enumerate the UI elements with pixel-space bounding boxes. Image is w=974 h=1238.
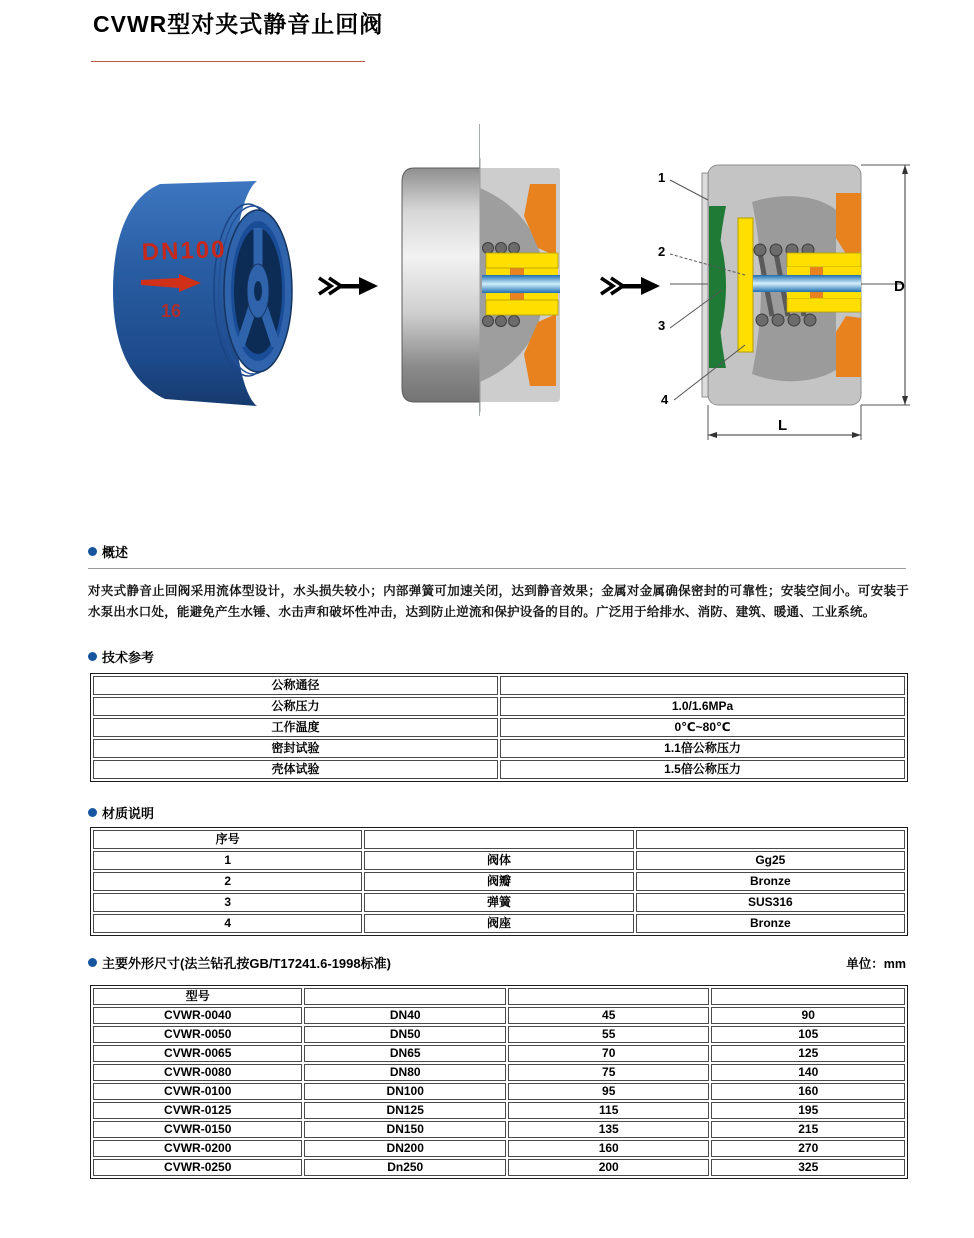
materials-cell: 弹簧: [364, 893, 633, 912]
dim-label-l: L: [778, 417, 788, 434]
table-row: [93, 914, 905, 933]
dimensions-header-cell: D: [711, 988, 905, 1005]
dimensions-cell: 55: [508, 1026, 710, 1043]
dimensions-cell: CVWR-0065: [93, 1045, 302, 1062]
dimensions-cell: DN100: [304, 1083, 506, 1100]
tech-label-cell: 密封试验: [93, 739, 498, 758]
dimensions-header-cell: L: [508, 988, 710, 1005]
table-row: [93, 1159, 905, 1176]
tech-table-body: [93, 676, 905, 779]
materials-header-cell: 材质: [636, 830, 905, 849]
materials-cell: 3: [93, 893, 362, 912]
callout-1: 1: [658, 170, 666, 185]
table-row: [93, 1102, 905, 1119]
valve-hub-center: [254, 281, 262, 301]
table-row: [93, 760, 905, 779]
section-bullet-icon: [88, 808, 97, 817]
tech-value-cell: DN40~250mm: [500, 676, 905, 695]
materials-heading: [88, 803, 154, 822]
dimensions-cell: 195: [711, 1102, 905, 1119]
dim-label-d: D: [894, 278, 905, 295]
materials-cell: Bronze: [636, 872, 905, 891]
table-row: [93, 1045, 905, 1062]
dimensions-cell: 70: [508, 1045, 710, 1062]
cut-yellow-top: [486, 253, 558, 268]
pn-marking: 16: [161, 301, 182, 321]
shaft-blue: [753, 275, 861, 292]
dimensions-cell: 135: [508, 1121, 710, 1138]
materials-table: [90, 827, 908, 936]
materials-cell: 4: [93, 914, 362, 933]
dimensions-cell: 105: [711, 1026, 905, 1043]
materials-header-cell: 零件名称: [364, 830, 633, 849]
dimensions-cell: CVWR-0100: [93, 1083, 302, 1100]
tech-label-cell: 公称压力: [93, 697, 498, 716]
dimensions-cell: CVWR-0150: [93, 1121, 302, 1138]
overview-paragraph: 对夹式静音止回阀采用流体型设计，水头损失较小；内部弹簧可加速关闭，达到静音效果；金属对金属确保密封的可靠性；安装空间小。可安装于水泵出水口处，能避免产生水锤、水击声和破坏性冲击，达到防止逆流和保护设备的目的。广泛用于给排水、消防、建筑、暖通、工业系统。: [88, 584, 909, 619]
dimensions-cell: CVWR-0040: [93, 1007, 302, 1024]
section-bullet-icon: [88, 547, 97, 556]
cut-yellow-bottom: [486, 300, 558, 315]
dimensions-cell: 325: [711, 1159, 905, 1176]
dimensions-cell: 160: [508, 1140, 710, 1157]
dimensions-header-cell: 公称通径: [304, 988, 506, 1005]
section-bullet-icon: [88, 958, 97, 967]
materials-header-cell: 序号: [93, 830, 362, 849]
dimensions-cell: 115: [508, 1102, 710, 1119]
section-bullet-icon: [88, 652, 97, 661]
table-row: [93, 893, 905, 912]
dimensions-cell: 125: [711, 1045, 905, 1062]
materials-cell: 2: [93, 872, 362, 891]
table-row: [93, 676, 905, 695]
materials-table-body: [93, 830, 905, 933]
dimensions-cell: DN50: [304, 1026, 506, 1043]
table-row: [93, 697, 905, 716]
table-row: [93, 988, 905, 1005]
table-row: [93, 851, 905, 870]
dimensions-cell: 140: [711, 1064, 905, 1081]
dimensions-header-cell: 型号: [93, 988, 302, 1005]
cross-section-figure: [650, 150, 974, 450]
tech-heading: [88, 647, 154, 666]
tech-value-cell: 1.0/1.6MPa: [500, 697, 905, 716]
overview-heading: [88, 542, 128, 561]
table-row: [93, 1140, 905, 1157]
metal-shell: [402, 168, 480, 402]
overview-divider: [88, 568, 906, 569]
tech-table: [90, 673, 908, 782]
table-row: [93, 1121, 905, 1138]
table-row: [93, 1026, 905, 1043]
unit-note: 单位：mm: [846, 956, 906, 971]
dimensions-cell: 45: [508, 1007, 710, 1024]
guide-yellow-top: [787, 253, 861, 267]
tech-heading-label: 技术参考: [102, 650, 155, 665]
dimensions-cell: Dn250: [304, 1159, 506, 1176]
dimensions-cell: DN150: [304, 1121, 506, 1138]
table-row: [93, 1083, 905, 1100]
dimensions-cell: CVWR-0200: [93, 1140, 302, 1157]
dimensions-cell: 95: [508, 1083, 710, 1100]
tech-label-cell: 公称通径: [93, 676, 498, 695]
callout-4: 4: [661, 392, 669, 407]
dimensions-cell: DN125: [304, 1102, 506, 1119]
materials-cell: 1: [93, 851, 362, 870]
dimensions-cell: CVWR-0050: [93, 1026, 302, 1043]
tech-value-cell: 1.1倍公称压力: [500, 739, 905, 758]
materials-cell: 阀瓣: [364, 872, 633, 891]
dimensions-cell: 75: [508, 1064, 710, 1081]
table-row: [93, 1007, 905, 1024]
dimensions-cell: DN200: [304, 1140, 506, 1157]
cut-shaft: [482, 275, 560, 293]
table-row: [93, 1064, 905, 1081]
page-title: CVWR型对夹式静音止回阀: [93, 11, 384, 37]
materials-cell: SUS316: [636, 893, 905, 912]
dimensions-cell: CVWR-0250: [93, 1159, 302, 1176]
materials-cell: 阀体: [364, 851, 633, 870]
table-row: [93, 739, 905, 758]
dimensions-cell: DN80: [304, 1064, 506, 1081]
callout-3: 3: [658, 318, 666, 333]
dn-marking: DN100: [141, 236, 227, 266]
dimensions-cell: 270: [711, 1140, 905, 1157]
dimensions-cell: 90: [711, 1007, 905, 1024]
materials-cell: Bronze: [636, 914, 905, 933]
arrow-icon: [317, 275, 379, 297]
overview-heading-label: 概述: [102, 545, 129, 560]
dimensions-cell: 215: [711, 1121, 905, 1138]
title-underline: [91, 61, 365, 62]
dimensions-cell: DN65: [304, 1045, 506, 1062]
dimensions-heading: [88, 953, 391, 972]
dimensions-cell: 200: [508, 1159, 710, 1176]
tech-label-cell: 壳体试验: [93, 760, 498, 779]
dimensions-heading-row: [88, 953, 906, 972]
dimensions-table: [90, 985, 908, 1179]
disc-plate-yellow: [738, 218, 753, 352]
dimensions-cell: 160: [711, 1083, 905, 1100]
callout-2: 2: [658, 244, 666, 259]
materials-cell: 阀座: [364, 914, 633, 933]
tech-label-cell: 工作温度: [93, 718, 498, 737]
dimensions-table-body: [93, 988, 905, 1176]
table-row: [93, 718, 905, 737]
tech-value-cell: 0℃~80℃: [500, 718, 905, 737]
dimensions-cell: DN40: [304, 1007, 506, 1024]
table-row: [93, 872, 905, 891]
cutaway-figure: [398, 158, 562, 412]
valve-photo-figure: [105, 178, 295, 408]
table-row: [93, 830, 905, 849]
materials-cell: Gg25: [636, 851, 905, 870]
inlet-plate: [702, 173, 708, 397]
materials-heading-label: 材质说明: [102, 806, 155, 821]
tech-value-cell: 1.5倍公称压力: [500, 760, 905, 779]
dimensions-cell: CVWR-0125: [93, 1102, 302, 1119]
dimensions-cell: CVWR-0080: [93, 1064, 302, 1081]
dimensions-heading-label: 主要外形尺寸(法兰钻孔按GB/T17241.6-1998标准): [102, 956, 391, 971]
guide-yellow-bottom: [787, 298, 861, 312]
